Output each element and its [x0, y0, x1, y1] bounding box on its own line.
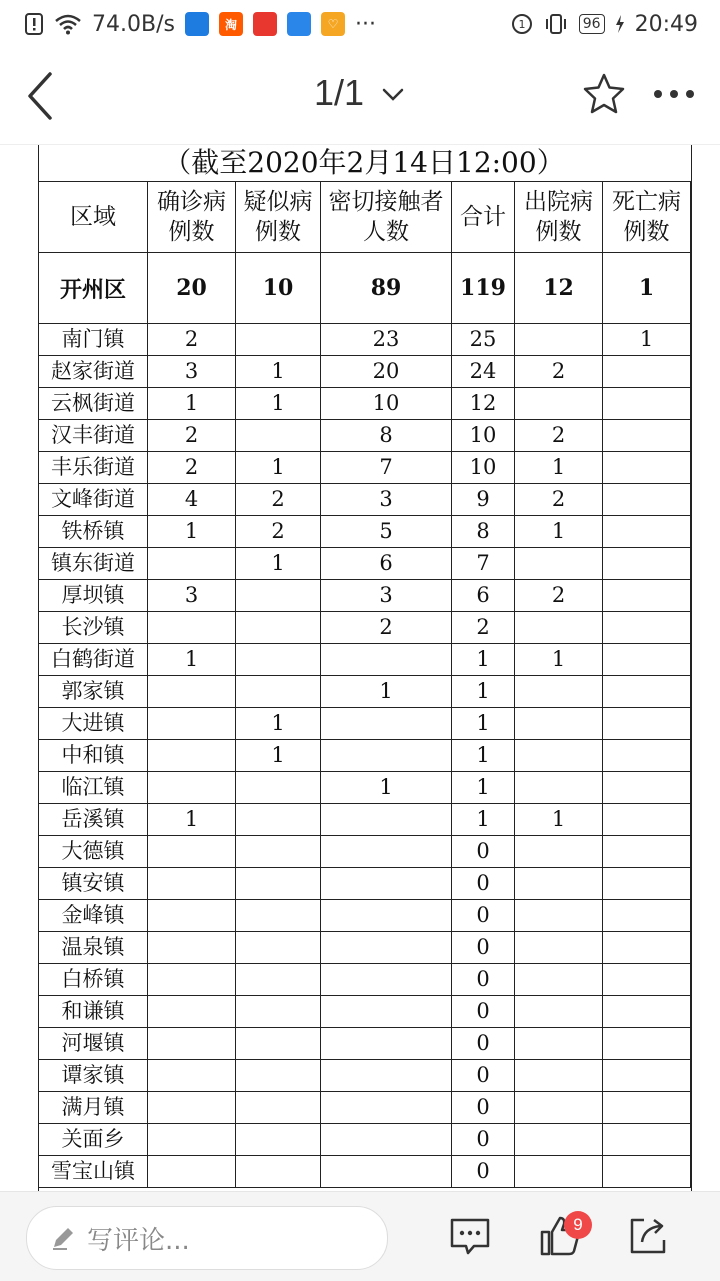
region-name-cell: 郭家镇: [39, 676, 148, 708]
value-cell: [603, 580, 691, 612]
value-cell: 2: [515, 580, 603, 612]
value-cell: [321, 740, 452, 772]
region-name-cell: 镇东街道: [39, 548, 148, 580]
value-cell: 1: [236, 548, 321, 580]
value-cell: [321, 1028, 452, 1060]
table-row: [39, 996, 691, 1028]
value-cell: [236, 932, 321, 964]
value-cell: 4: [148, 484, 236, 516]
value-cell: [236, 1028, 321, 1060]
value-cell: 12: [452, 388, 515, 420]
table-row: [39, 420, 691, 452]
value-cell: [515, 1028, 603, 1060]
region-name-cell: 镇安镇: [39, 868, 148, 900]
value-cell: 1: [321, 676, 452, 708]
value-cell: 1: [148, 804, 236, 836]
table-row: [39, 708, 691, 740]
value-cell: [515, 932, 603, 964]
total-row: [39, 253, 691, 324]
status-left: [24, 0, 376, 48]
value-cell: 2: [236, 484, 321, 516]
table-row: [39, 356, 691, 388]
value-cell: 2: [321, 612, 452, 644]
value-cell: 10: [452, 420, 515, 452]
region-name-cell: 关面乡: [39, 1124, 148, 1156]
region-name-cell: 长沙镇: [39, 612, 148, 644]
region-name-cell: 河堰镇: [39, 1028, 148, 1060]
table-row: [39, 900, 691, 932]
total-cell: 开州区: [39, 253, 148, 324]
value-cell: 10: [452, 452, 515, 484]
value-cell: [148, 900, 236, 932]
value-cell: 6: [452, 580, 515, 612]
table-row: [39, 1060, 691, 1092]
clock: 20:49: [634, 11, 698, 37]
value-cell: [515, 324, 603, 356]
value-cell: [603, 676, 691, 708]
value-cell: 1: [452, 708, 515, 740]
value-cell: [236, 580, 321, 612]
value-cell: [603, 1060, 691, 1092]
table-row: [39, 644, 691, 676]
value-cell: [603, 836, 691, 868]
value-cell: [236, 612, 321, 644]
value-cell: [236, 900, 321, 932]
table-row: [39, 548, 691, 580]
value-cell: [148, 772, 236, 804]
value-cell: [321, 1156, 452, 1188]
value-cell: [236, 1060, 321, 1092]
value-cell: 1: [148, 644, 236, 676]
region-name-cell: 临江镇: [39, 772, 148, 804]
value-cell: [148, 932, 236, 964]
value-cell: 0: [452, 868, 515, 900]
value-cell: 0: [452, 1092, 515, 1124]
value-cell: [236, 804, 321, 836]
value-cell: [148, 1028, 236, 1060]
table-row: [39, 484, 691, 516]
comment-icon[interactable]: [448, 1214, 492, 1258]
share-icon[interactable]: [626, 1214, 670, 1258]
value-cell: 10: [321, 388, 452, 420]
table-row: [39, 836, 691, 868]
more-notifications-icon: ···: [354, 11, 376, 37]
value-cell: 1: [236, 356, 321, 388]
table-row: [39, 740, 691, 772]
value-cell: [148, 996, 236, 1028]
value-cell: 7: [452, 548, 515, 580]
value-cell: [603, 452, 691, 484]
header-confirmed: 确诊病例数: [148, 182, 236, 253]
value-cell: [321, 900, 452, 932]
more-options-icon[interactable]: [650, 84, 698, 104]
value-cell: [236, 676, 321, 708]
value-cell: 3: [321, 484, 452, 516]
value-cell: 25: [452, 324, 515, 356]
table-row: [39, 772, 691, 804]
value-cell: [236, 836, 321, 868]
value-cell: 1: [148, 388, 236, 420]
wifi-icon: [54, 13, 82, 35]
value-cell: [515, 708, 603, 740]
value-cell: [603, 740, 691, 772]
value-cell: 8: [452, 516, 515, 548]
value-cell: [603, 772, 691, 804]
value-cell: [148, 740, 236, 772]
value-cell: [236, 1156, 321, 1188]
value-cell: 2: [148, 324, 236, 356]
value-cell: [515, 1060, 603, 1092]
value-cell: 1: [452, 772, 515, 804]
region-name-cell: 大德镇: [39, 836, 148, 868]
value-cell: [236, 868, 321, 900]
value-cell: [603, 1124, 691, 1156]
region-name-cell: 岳溪镇: [39, 804, 148, 836]
value-cell: 2: [452, 612, 515, 644]
value-cell: [603, 612, 691, 644]
value-cell: 3: [148, 356, 236, 388]
header-region: 区域: [39, 182, 148, 253]
value-cell: [603, 420, 691, 452]
region-name-cell: 白桥镇: [39, 964, 148, 996]
value-cell: [321, 708, 452, 740]
region-name-cell: 赵家街道: [39, 356, 148, 388]
value-cell: 0: [452, 1028, 515, 1060]
app-notification-icon: [185, 12, 209, 36]
value-cell: [321, 996, 452, 1028]
value-cell: [148, 1124, 236, 1156]
value-cell: [321, 964, 452, 996]
table-row: [39, 932, 691, 964]
value-cell: [603, 516, 691, 548]
value-cell: 1: [236, 452, 321, 484]
value-cell: 1: [452, 644, 515, 676]
table-row: [39, 612, 691, 644]
value-cell: [148, 676, 236, 708]
value-cell: [148, 1060, 236, 1092]
value-cell: [515, 772, 603, 804]
total-cell: 20: [148, 253, 236, 324]
value-cell: 1: [515, 644, 603, 676]
status-right: [511, 0, 698, 48]
value-cell: [603, 1156, 691, 1188]
total-cell: 89: [321, 253, 452, 324]
value-cell: [603, 964, 691, 996]
table-row: [39, 868, 691, 900]
value-cell: 20: [321, 356, 452, 388]
value-cell: [321, 932, 452, 964]
chevron-down-icon: [380, 82, 406, 108]
value-cell: 1: [452, 676, 515, 708]
value-cell: 9: [452, 484, 515, 516]
value-cell: [515, 1092, 603, 1124]
value-cell: 23: [321, 324, 452, 356]
table-row: [39, 452, 691, 484]
document-viewer[interactable]: [0, 145, 720, 1191]
region-name-cell: 雪宝山镇: [39, 1156, 148, 1188]
favorite-app-icon: ♡: [321, 12, 345, 36]
value-cell: 0: [452, 836, 515, 868]
value-cell: 2: [515, 420, 603, 452]
region-name-cell: 温泉镇: [39, 932, 148, 964]
value-cell: 2: [515, 356, 603, 388]
value-cell: [603, 996, 691, 1028]
value-cell: 0: [452, 1156, 515, 1188]
total-cell: 1: [603, 253, 691, 324]
data-saver-icon: [511, 13, 533, 35]
bottom-action-bar: [0, 1191, 720, 1281]
value-cell: 0: [452, 996, 515, 1028]
value-cell: [603, 484, 691, 516]
value-cell: 1: [236, 708, 321, 740]
table-header-row: [39, 182, 691, 253]
value-cell: 7: [321, 452, 452, 484]
region-name-cell: 南门镇: [39, 324, 148, 356]
region-name-cell: 白鹤街道: [39, 644, 148, 676]
taobao-icon: 淘: [219, 12, 243, 36]
region-name-cell: 铁桥镇: [39, 516, 148, 548]
table-subtitle: （截至2020年2月14日12:00）: [163, 146, 565, 179]
value-cell: [515, 548, 603, 580]
table-row: [39, 964, 691, 996]
value-cell: 5: [321, 516, 452, 548]
value-cell: 1: [515, 804, 603, 836]
value-cell: 0: [452, 1060, 515, 1092]
value-cell: [603, 900, 691, 932]
value-cell: [515, 964, 603, 996]
value-cell: [603, 388, 691, 420]
header-suspected: 疑似病例数: [236, 182, 321, 253]
value-cell: [321, 1124, 452, 1156]
value-cell: [148, 1092, 236, 1124]
page-indicator: 1/1: [313, 72, 365, 113]
value-cell: 1: [321, 772, 452, 804]
comment-input[interactable]: [26, 1206, 388, 1270]
value-cell: [236, 644, 321, 676]
total-cell: 10: [236, 253, 321, 324]
region-name-cell: 云枫街道: [39, 388, 148, 420]
case-table: [38, 181, 691, 1188]
value-cell: [515, 868, 603, 900]
value-cell: [321, 868, 452, 900]
value-cell: [148, 708, 236, 740]
alert-icon: [24, 12, 44, 36]
value-cell: [148, 868, 236, 900]
value-cell: [148, 836, 236, 868]
value-cell: [236, 324, 321, 356]
table-row: [39, 804, 691, 836]
value-cell: [515, 740, 603, 772]
header-discharged: 出院病例数: [515, 182, 603, 253]
value-cell: 2: [515, 484, 603, 516]
value-cell: [321, 644, 452, 676]
svg-text:1: 1: [518, 18, 526, 31]
table-row: [39, 676, 691, 708]
comment-placeholder: 写评论...: [87, 1225, 190, 1256]
status-bar: [0, 0, 720, 48]
value-cell: [321, 1060, 452, 1092]
favorite-star-icon[interactable]: [582, 72, 626, 116]
region-name-cell: 和谦镇: [39, 996, 148, 1028]
value-cell: 2: [148, 452, 236, 484]
value-cell: [603, 804, 691, 836]
value-cell: [603, 708, 691, 740]
value-cell: [148, 964, 236, 996]
total-cell: 119: [452, 253, 515, 324]
value-cell: [148, 1156, 236, 1188]
pen-icon: [49, 1224, 77, 1252]
table-row: [39, 516, 691, 548]
value-cell: [148, 548, 236, 580]
table-row: [39, 1124, 691, 1156]
news-app-icon: [253, 12, 277, 36]
table-row: [39, 388, 691, 420]
value-cell: 8: [321, 420, 452, 452]
value-cell: [321, 804, 452, 836]
value-cell: [603, 644, 691, 676]
header-deaths: 死亡病例数: [603, 182, 691, 253]
value-cell: [236, 1092, 321, 1124]
value-cell: 0: [452, 964, 515, 996]
value-cell: [603, 356, 691, 388]
value-cell: 1: [515, 452, 603, 484]
table-row: [39, 1028, 691, 1060]
region-name-cell: 中和镇: [39, 740, 148, 772]
value-cell: 1: [236, 388, 321, 420]
value-cell: [321, 1092, 452, 1124]
value-cell: 0: [452, 932, 515, 964]
battery-level: 96: [579, 14, 605, 34]
value-cell: 0: [452, 1124, 515, 1156]
value-cell: [603, 868, 691, 900]
value-cell: [515, 1124, 603, 1156]
value-cell: 0: [452, 900, 515, 932]
region-name-cell: 文峰街道: [39, 484, 148, 516]
value-cell: [515, 836, 603, 868]
region-name-cell: 厚坝镇: [39, 580, 148, 612]
table-row: [39, 1156, 691, 1188]
value-cell: 1: [452, 804, 515, 836]
value-cell: [148, 612, 236, 644]
region-name-cell: 丰乐街道: [39, 452, 148, 484]
value-cell: [321, 836, 452, 868]
value-cell: 2: [236, 516, 321, 548]
region-name-cell: 大进镇: [39, 708, 148, 740]
value-cell: [515, 676, 603, 708]
region-name-cell: 满月镇: [39, 1092, 148, 1124]
value-cell: [236, 996, 321, 1028]
region-name-cell: 金峰镇: [39, 900, 148, 932]
value-cell: 6: [321, 548, 452, 580]
mail-app-icon: [287, 12, 311, 36]
value-cell: [603, 1028, 691, 1060]
value-cell: [236, 964, 321, 996]
value-cell: [515, 612, 603, 644]
like-count-badge: 9: [564, 1211, 592, 1239]
header-close-contacts: 密切接触者人数: [321, 182, 452, 253]
net-speed: 74.0B/s: [92, 11, 175, 37]
value-cell: [236, 772, 321, 804]
value-cell: 1: [148, 516, 236, 548]
value-cell: 2: [148, 420, 236, 452]
value-cell: 3: [148, 580, 236, 612]
table-row: [39, 1092, 691, 1124]
value-cell: 3: [321, 580, 452, 612]
value-cell: [603, 1092, 691, 1124]
value-cell: 1: [452, 740, 515, 772]
region-name-cell: 汉丰街道: [39, 420, 148, 452]
vibrate-icon: [543, 13, 569, 35]
value-cell: 1: [236, 740, 321, 772]
value-cell: [515, 900, 603, 932]
charging-icon: [615, 14, 625, 34]
value-cell: 24: [452, 356, 515, 388]
table-row: [39, 324, 691, 356]
value-cell: [236, 1124, 321, 1156]
value-cell: [603, 932, 691, 964]
table-row: [39, 580, 691, 612]
value-cell: [515, 1156, 603, 1188]
top-nav-bar: [0, 48, 720, 145]
value-cell: 1: [603, 324, 691, 356]
value-cell: [603, 548, 691, 580]
value-cell: 1: [515, 516, 603, 548]
header-total: 合计: [452, 182, 515, 253]
value-cell: [236, 420, 321, 452]
total-cell: 12: [515, 253, 603, 324]
value-cell: [515, 388, 603, 420]
value-cell: [515, 996, 603, 1028]
region-name-cell: 谭家镇: [39, 1060, 148, 1092]
